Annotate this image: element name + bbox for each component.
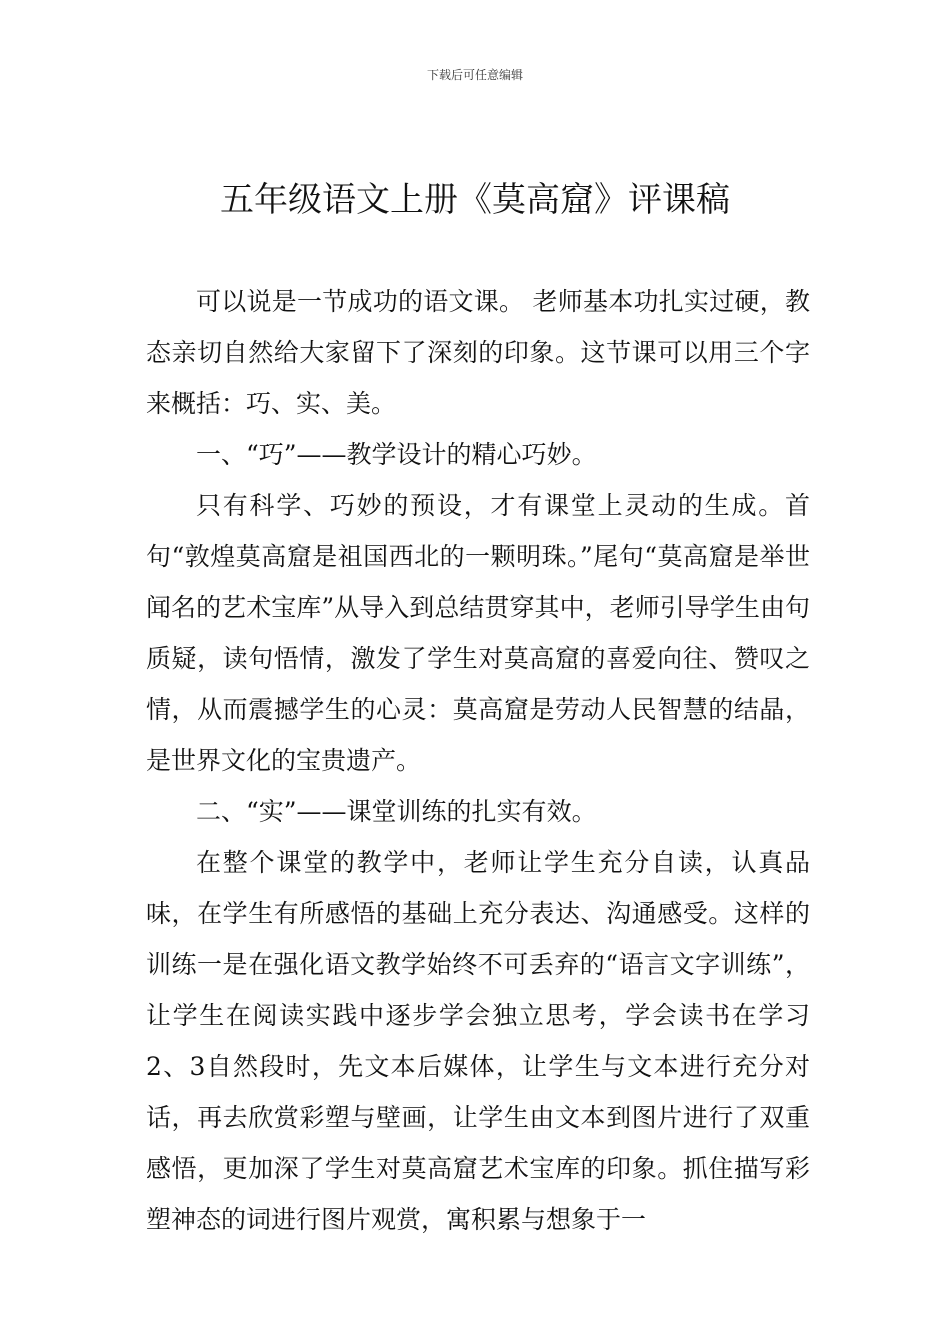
- section-heading-1: 一、“巧”——教学设计的精心巧妙。: [196, 440, 597, 469]
- document-title: 五年级语文上册《莫高窟》评课稿: [220, 180, 730, 220]
- paragraph-intro: 可以说是一节成功的语文课。 老师基本功扎实过硬，教态亲切自然给大家留下了深刻的印象。这节课可以用三个字来概括：巧、实、美。: [146, 287, 810, 418]
- paragraph-section-1: 只有科学、巧妙的预设，才有课堂上灵动的生成。首句“敦煌莫高窟是祖国西北的一颗明珠。”尾句“莫高窟是举世闻名的艺术宝库”从导入到总结贯穿其中，老师引导学生由句质疑，读句悟情，激发了学生对莫高窟的喜爱向往、赞叹之情，从而震撼学生的心灵：莫高窟是劳动人民智慧的结晶，是世界文化的宝贵遗产。: [146, 491, 810, 775]
- section-heading-2: 二、“实”——课堂训练的扎实有效。: [196, 797, 597, 826]
- document-body: [146, 276, 810, 1245]
- paragraph-section-2: 在整个课堂的教学中，老师让学生充分自读，认真品味，在学生有所感悟的基础上充分表达、沟通感受。这样的训练一是在强化语文教学始终不可丢弃的“语言文字训练”，让学生在阅读实践中逐步学会独立思考，学会读书在学习2、3自然段时，先文本后媒体，让学生与文本进行充分对话，再去欣赏彩塑与壁画，让学生由文本到图片进行了双重感悟，更加深了学生对莫高窟艺术宝库的印象。抓住描写彩塑神态的词进行图片观赏，寓积累与想象于一: [146, 848, 810, 1234]
- header-note: 下载后可任意编辑: [426, 68, 523, 82]
